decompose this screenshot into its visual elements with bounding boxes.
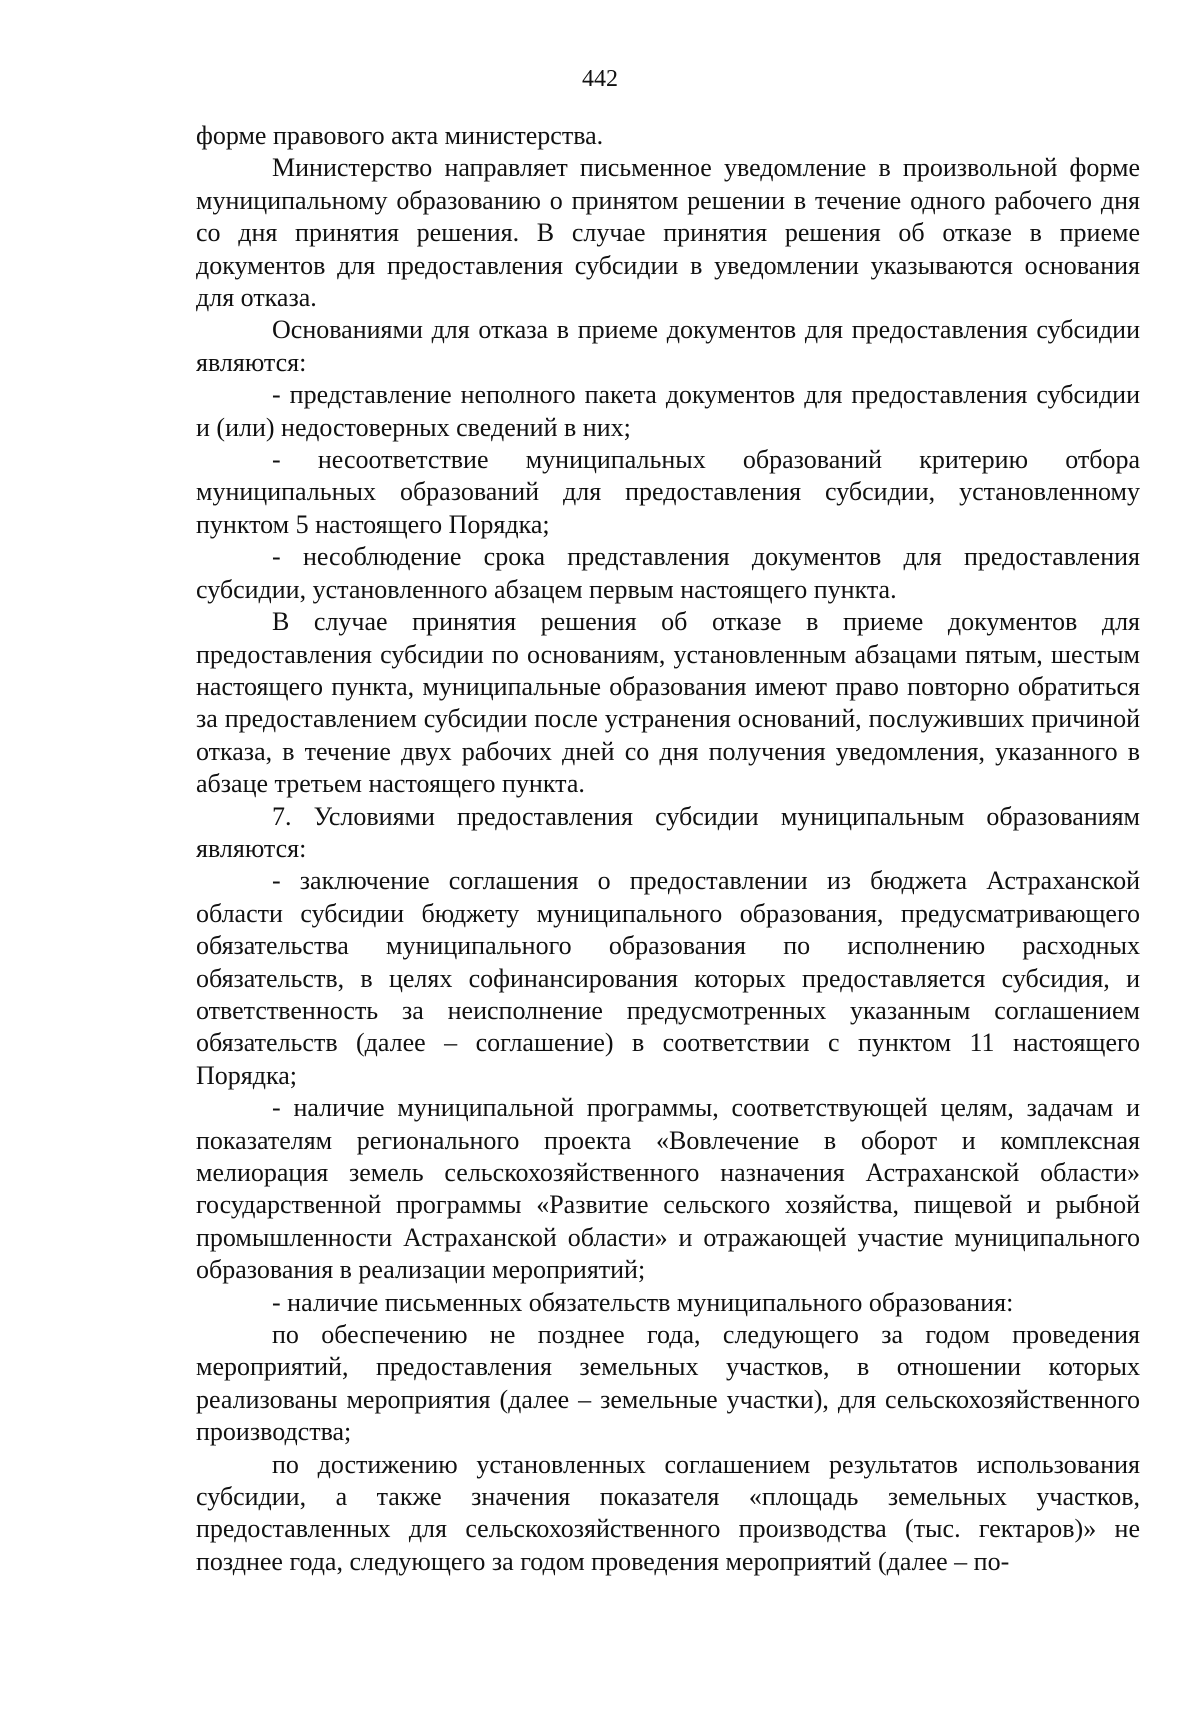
paragraph-resubmission: В случае принятия решения об отказе в приеме документов для предоставления субсидии по основаниям, установленным абзацами пятым, шестым настоящего пункта, муниципальные образования имеют право повторно обратиться за предоставлением субсидии после устранения оснований, послуживших причиной отказа, в течение двух рабочих дней со дня получения уведомления, указанного в абзаце третьем настоящего пункта.: [196, 607, 1140, 799]
paragraph-notification: Министерство направляет письменное уведомление в произвольной форме муниципальному образованию о принятом решении в течение одного рабочего дня со дня принятия решения. В случае принятия решения об отказе в приеме документов для предоставления субсидии в уведомлении указываются основания для отказа.: [196, 153, 1140, 313]
paragraph-section-7: 7. Условиями предоставления субсидии муниципальным образованиям являются:: [196, 801, 1140, 863]
paragraph-land-provision: по обеспечению не позднее года, следующего за годом проведения мероприятий, предоставления земельных участков, в отношении которых реализованы мероприятия (далее – земельные участки), для сельскохозяйственного производства;: [196, 1320, 1140, 1447]
paragraph-continuation: форме правового акта министерства.: [196, 121, 604, 150]
list-item-incomplete-package: - представление неполного пакета документов для предоставления субсидии и (или) недостоверных сведений в них;: [196, 380, 1140, 442]
list-item-criteria-mismatch: - несоответствие муниципальных образований критерию отбора муниципальных образований для предоставления субсидии, установленному пунктом 5 настоящего Порядка;: [196, 445, 1140, 539]
list-item-municipal-program: - наличие муниципальной программы, соответствующей целям, задачам и показателям регионального проекта «Вовлечение в оборот и комплексная мелиорация земель сельскохозяйственного назначения Астраханской области» государственной программы «Развитие сельского хозяйства, пищевой и рыбной промышленности Астраханской области» и отражающей участие муниципального образования в реализации мероприятий;: [196, 1093, 1140, 1285]
page-number: 442: [582, 66, 618, 92]
list-item-written-obligations: - наличие письменных обязательств муниципального образования:: [272, 1287, 1014, 1317]
paragraph-refusal-grounds: Основаниями для отказа в приеме документов для предоставления субсидии являются:: [196, 315, 1140, 377]
list-item-agreement: - заключение соглашения о предоставлении из бюджета Астраханской области субсидии бюджету муниципального образования, предусматривающего обязательства муниципального образования по исполнению расходных обязательств, в целях софинансирования которых предоставляется субсидия, и ответственность за неисполнение предусмотренных указанным соглашением обязательств (далее – соглашение) в соответствии с пунктом 11 настоящего Порядка;: [196, 866, 1140, 1090]
list-item-deadline-violation: - несоблюдение срока представления документов для предоставления субсидии, установленного абзацем первым настоящего пункта.: [196, 542, 1140, 604]
paragraph-results-achievement: по достижению установленных соглашением результатов использования субсидии, а также значения показателя «площадь земельных участков, предоставленных для сельскохозяйственного производства (тыс. гектаров)» не позднее года, следующего за годом проведения мероприятий (далее – по-: [196, 1449, 1140, 1576]
document-body: [196, 120, 1140, 1578]
